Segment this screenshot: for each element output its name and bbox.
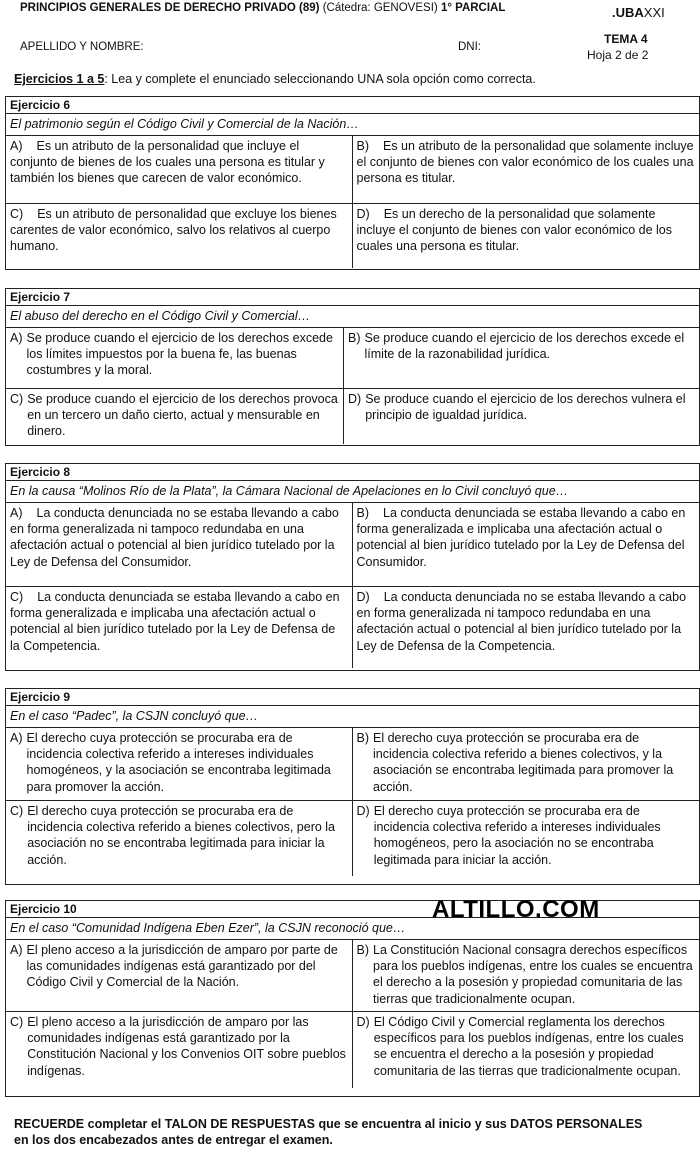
option-letter: C)	[10, 392, 24, 406]
exercise-title: Ejercicio 9	[6, 689, 699, 706]
options-grid	[6, 940, 699, 1088]
option-text: Se produce cuando el ejercicio de los derechos vulnera el principio de igualdad jurídica.	[365, 392, 686, 423]
logo-suffix: XXI	[643, 5, 665, 20]
option-letter: A)	[10, 731, 23, 745]
exercise-8	[5, 463, 700, 671]
name-label: APELLIDO Y NOMBRE:	[20, 41, 144, 53]
page-indicator: Hoja 2 de 2	[587, 48, 649, 62]
option-letter: B)	[356, 731, 369, 745]
options-grid	[6, 503, 699, 668]
option-text: La conducta denunciada no se estaba llevando a cabo en forma generalizada ni tampoco redundaba en una afectación actual o potencial al bien jurídico tutelado por la Ley de Defensa de la Competencia.	[356, 590, 687, 653]
option-b[interactable]	[353, 940, 700, 1012]
exercise-stem: El patrimonio según el Código Civil y Comercial de la Nación…	[6, 114, 699, 136]
uba-xxi-logo	[612, 5, 665, 20]
footer-reminder: RECUERDE completar el TALON DE RESPUESTAS que se encuentra al inicio y sus DATOS PERSONALES en los dos encabezados antes de entregar el examen.	[14, 1117, 643, 1147]
option-text: Se produce cuando el ejercicio de los derechos excede el límite de la razonabilidad jurídica.	[364, 331, 685, 362]
option-text: El derecho cuya protección se procuraba era de incidencia colectiva referido a bienes colectivos, pero la asociación no se encontraba legitimada para iniciar la acción.	[27, 804, 336, 867]
option-b[interactable]	[353, 503, 700, 587]
option-a[interactable]	[6, 136, 353, 204]
option-letter: B)	[348, 331, 361, 345]
option-letter: C)	[10, 207, 24, 221]
exercise-title: Ejercicio 7	[6, 289, 699, 306]
exercise-title: Ejercicio 6	[6, 97, 699, 114]
exercise-stem: El abuso del derecho en el Código Civil y Comercial…	[6, 306, 699, 328]
exercise-7	[5, 288, 700, 446]
exam-title-tail: 1° PARCIAL	[440, 2, 506, 14]
exercise-title: Ejercicio 10	[6, 901, 699, 918]
dni-label: DNI:	[458, 41, 481, 53]
option-letter: C)	[10, 590, 24, 604]
option-d[interactable]	[353, 587, 700, 668]
option-c[interactable]	[6, 587, 353, 668]
option-b[interactable]	[344, 328, 699, 389]
option-d[interactable]	[344, 389, 699, 444]
option-text: El derecho cuya protección se procuraba era de incidencia colectiva referido a intereses individuales homogéneos, y la asociación se encontraba legitimada para promover la acción.	[26, 731, 331, 794]
option-text: La Constitución Nacional consagra derechos específicos para los pueblos indígenas, entre los cuales se encuentra el derecho a la posesión y propiedad comunitaria de las tierras que tradicionalmente ocupan.	[373, 943, 693, 1006]
option-a[interactable]	[6, 728, 353, 801]
option-c[interactable]	[6, 801, 353, 876]
options-grid	[6, 136, 699, 268]
exercise-stem: En el caso “Comunidad Indígena Eben Ezer”, la CSJN reconoció que…	[6, 918, 699, 940]
logo-text: .UBA	[612, 5, 644, 20]
option-c[interactable]	[6, 389, 344, 444]
option-a[interactable]	[6, 940, 353, 1012]
option-text: La conducta denunciada se estaba llevando a cabo en forma generalizada e implicaba una afectación actual o potencial al bien jurídico tutelado por la Ley de Defensa de la Competencia.	[10, 590, 340, 653]
exam-title	[20, 1, 520, 16]
option-letter: D)	[356, 804, 370, 818]
exercise-10	[5, 900, 700, 1097]
option-text: El derecho cuya protección se procuraba era de incidencia colectiva referido a intereses individuales homogéneos, pero la asociación no se encontraba legitimada para iniciar la acción.	[373, 804, 661, 867]
exercise-stem: En el caso “Padec”, la CSJN concluyó que…	[6, 706, 699, 728]
options-grid	[6, 328, 699, 444]
instructions	[14, 72, 536, 86]
option-letter: D)	[348, 392, 362, 406]
option-c[interactable]	[6, 1012, 353, 1088]
exercise-title: Ejercicio 8	[6, 464, 699, 481]
option-a[interactable]	[6, 503, 353, 587]
option-text: Es un atributo de la personalidad que incluye el conjunto de bienes de los cuales una persona es titular y también los bienes que carecen de valor económico.	[10, 139, 325, 186]
exam-catedra: (Cátedra: GENOVESI)	[322, 2, 438, 14]
option-text: El Código Civil y Comercial reglamenta los derechos específicos para los pueblos indígenas, entre los cuales se encuentra el derecho a la posesión y propiedad comunitaria de las tierras que tradicionalmente ocupan.	[373, 1015, 684, 1078]
exercise-6	[5, 96, 700, 270]
exam-title-main: PRINCIPIOS GENERALES DE DERECHO PRIVADO (89)	[20, 2, 320, 14]
option-letter: C)	[10, 1015, 24, 1029]
option-letter: D)	[356, 590, 370, 604]
option-b[interactable]	[353, 136, 700, 204]
option-letter: B)	[356, 506, 369, 520]
option-letter: A)	[10, 139, 23, 153]
option-d[interactable]	[353, 204, 700, 268]
option-letter: A)	[10, 943, 23, 957]
option-letter: B)	[356, 943, 369, 957]
option-text: El pleno acceso a la jurisdicción de amparo por las comunidades indígenas está garantizado por la Constitución Nacional y los Convenios OIT sobre pueblos indígenas.	[27, 1015, 346, 1078]
option-text: Se produce cuando el ejercicio de los derechos provoca en un tercero un daño cierto, actual y mensurable en dinero.	[27, 392, 338, 439]
instructions-label: Ejercicios 1 a 5	[14, 72, 105, 86]
option-text: El pleno acceso a la jurisdicción de amparo por parte de las comunidades indígenas está garantizado por del Código Civil y Comercial de la Nación.	[26, 943, 338, 990]
option-text: Es un atributo de personalidad que excluye los bienes carentes de valor económico, salvo los relativos al cuerpo humano.	[10, 207, 337, 254]
instructions-text: : Lea y complete el enunciado seleccionando UNA sola opción como correcta.	[104, 72, 536, 86]
option-text: La conducta denunciada se estaba llevando a cabo en forma generalizada e implicaba una afectación actual o potencial al bien jurídico tutelado por la Ley de Defensa del Consumidor.	[356, 506, 686, 569]
option-c[interactable]	[6, 204, 353, 268]
option-text: El derecho cuya protección se procuraba era de incidencia colectiva referido a bienes colectivos, y la asociación se encontraba legitimada para promover la acción.	[373, 731, 674, 794]
option-letter: D)	[356, 1015, 370, 1029]
exercise-9	[5, 688, 700, 885]
exercise-stem: En la causa “Molinos Río de la Plata”, la Cámara Nacional de Apelaciones en lo Civil concluyó que…	[6, 481, 699, 503]
option-letter: D)	[356, 207, 370, 221]
option-d[interactable]	[353, 801, 700, 876]
options-grid	[6, 728, 699, 876]
option-letter: C)	[10, 804, 24, 818]
option-letter: A)	[10, 506, 23, 520]
option-letter: B)	[356, 139, 369, 153]
altillo-watermark: ALTILLO.COM	[432, 896, 600, 923]
option-text: Es un derecho de la personalidad que solamente incluye el conjunto de bienes con valor económico de los cuales una persona es titular.	[356, 207, 672, 254]
option-d[interactable]	[353, 1012, 700, 1088]
option-a[interactable]	[6, 328, 344, 389]
option-text: Se produce cuando el ejercicio de los derechos excede los límites impuestos por la buena fe, las buenas costumbres y la moral.	[26, 331, 333, 378]
tema-label: TEMA 4	[604, 32, 648, 46]
option-letter: A)	[10, 331, 23, 345]
option-text: La conducta denunciada no se estaba llevando a cabo en forma generalizada ni tampoco redundaba en una afectación actual o potencial al bien jurídico tutelado por la Ley de Defensa del Consumidor.	[10, 506, 339, 569]
option-b[interactable]	[353, 728, 700, 801]
option-text: Es un atributo de la personalidad que solamente incluye el conjunto de bienes con valor económico de los cuales una persona es titular.	[356, 139, 694, 186]
